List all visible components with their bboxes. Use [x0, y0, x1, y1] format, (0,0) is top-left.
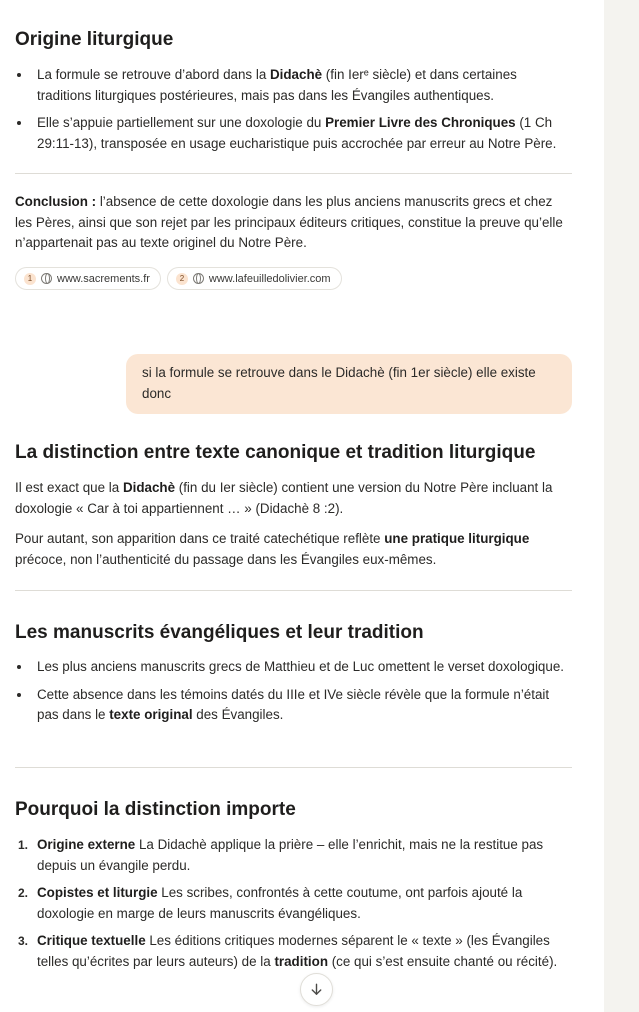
- heading-pourquoi: Pourquoi la distinction importe: [15, 799, 296, 820]
- divider: [15, 767, 572, 768]
- source-number: 2: [176, 273, 188, 285]
- origine-bullet-list: [15, 65, 573, 154]
- distinction-paragraph-2: Pour autant, son apparition dans ce traité catechétique reflète une pratique liturgique précoce, non l’authenticité du passage dans les Évangiles eux-mêmes.: [15, 531, 530, 567]
- user-message-text: si la formule se retrouve dans le Didachè (fin 1er siècle) elle existe donc: [142, 365, 536, 401]
- list-item: 3. Critique textuelle Les éditions critiques modernes séparent le « texte » (les Évangiles telles qu’écrites par leurs auteurs) de la tradition (ce qui s’est ensuite chanté ou récité).: [18, 933, 558, 969]
- divider: [15, 173, 572, 174]
- manuscrits-bullet-list: [15, 657, 573, 726]
- source-number: 1: [24, 273, 36, 285]
- heading-distinction-texte: La distinction entre texte canonique et tradition liturgique: [15, 442, 536, 463]
- globe-icon: [41, 273, 52, 284]
- list-item: La formule se retrouve d’abord dans la Didachè (fin Ierᵉ siècle) et dans certaines traditions liturgiques postérieures, mais pas dans les Évangiles authentiques.: [15, 65, 573, 106]
- list-item: Les plus anciens manuscrits grecs de Matthieu et de Luc omettent le verset doxologique.: [15, 657, 573, 678]
- scroll-to-bottom-button[interactable]: [300, 973, 333, 1006]
- distinction-paragraph-1: Il est exact que la Didachè (fin du Ier siècle) contient une version du Notre Père incluant la doxologie « Car à toi appartiennent … » (Didachè 8 :2).: [15, 480, 553, 516]
- source-label: www.sacrements.fr: [57, 272, 150, 285]
- divider: [15, 590, 572, 591]
- list-item: 2. Copistes et liturgie Les scribes, confrontés à cette coutume, ont parfois ajouté la doxologie en marge de leurs manuscrits évangéliques.: [18, 885, 523, 921]
- source-chip-lafeuilledolivier[interactable]: [167, 267, 342, 290]
- arrow-down-icon: [309, 982, 324, 997]
- pourquoi-numbered-list: [15, 835, 573, 972]
- source-chips: [15, 267, 342, 290]
- conclusion-paragraph: Conclusion : l’absence de cette doxologie dans les plus anciens manuscrits grecs et chez les Pères, ainsi que son rejet par les principaux éditeurs critiques, constitue la preuve qu’elle n’appartenait pas au texte originel du Notre Père.: [15, 194, 563, 250]
- heading-manuscrits: Les manuscrits évangéliques et leur tradition: [15, 622, 424, 643]
- list-item: 1. Origine externe La Didachè applique la prière – elle l’enrichit, mais ne la restitue pas depuis un évangile perdu.: [18, 837, 544, 873]
- list-item: Elle s’appuie partiellement sur une doxologie du Premier Livre des Chroniques (1 Ch 29:11-13), transposée en usage eucharistique puis accrochée par erreur au Notre Père.: [15, 113, 573, 154]
- heading-origine-liturgique: Origine liturgique: [15, 29, 174, 50]
- globe-icon: [193, 273, 204, 284]
- source-chip-sacrements[interactable]: [15, 267, 161, 290]
- source-label: www.lafeuilledolivier.com: [208, 272, 331, 285]
- user-message-bubble: [126, 354, 572, 414]
- right-gutter: [604, 0, 639, 1012]
- list-item: Cette absence dans les témoins datés du IIIe et IVe siècle révèle que la formule n’était pas dans le texte original des Évangiles.: [15, 685, 573, 726]
